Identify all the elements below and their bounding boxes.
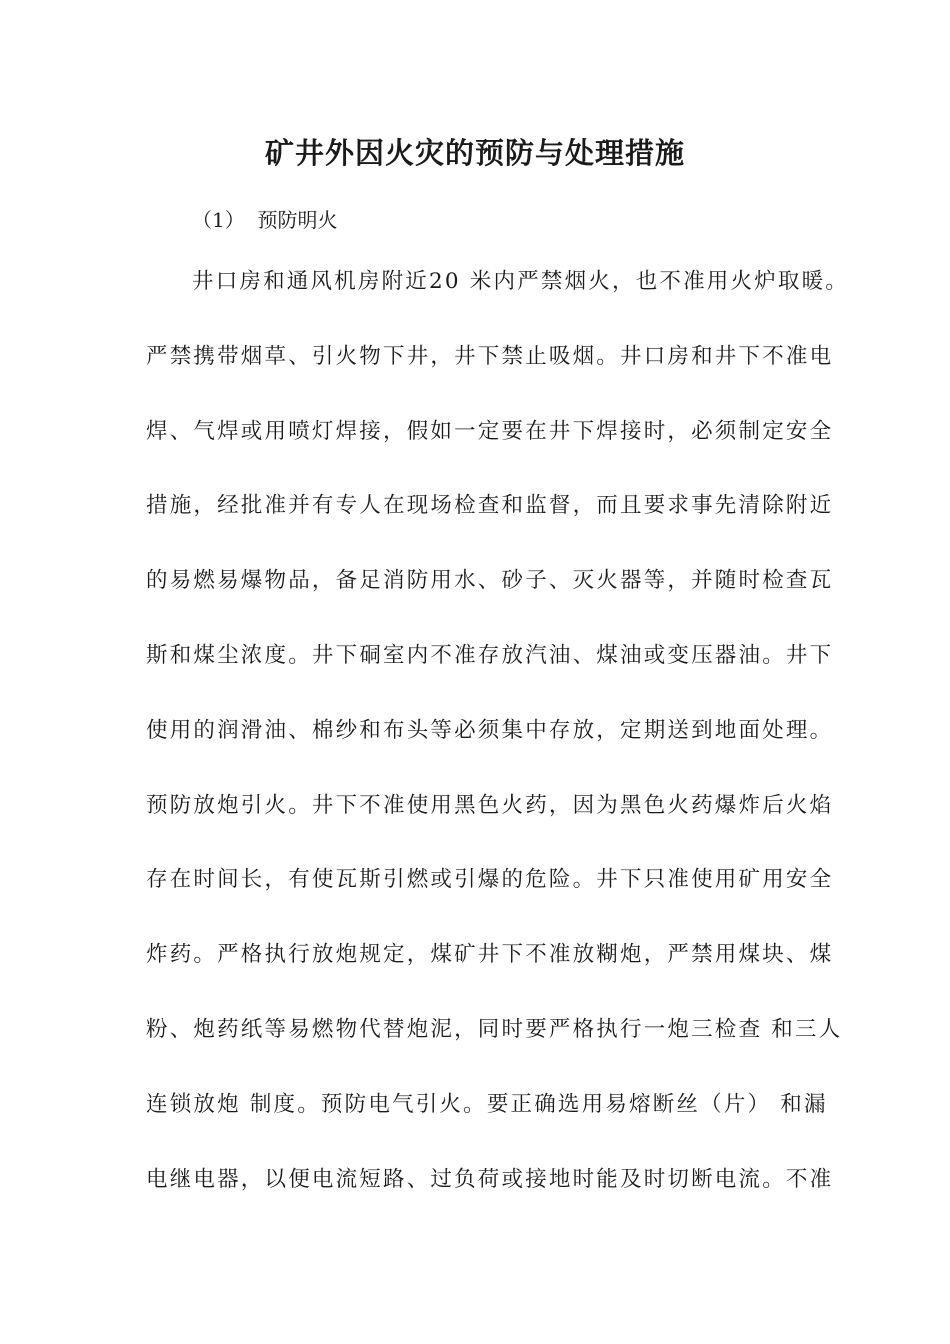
paragraph-line: 电继电器，以便电流短路、过负荷或接地时能及时切断电流。不准 (146, 1166, 834, 1192)
paragraph-line: 的易燃易爆物品，备足消防用水、砂子、灭火器等，并随时检查瓦 (146, 568, 834, 594)
paragraph-line: 预防放炮引火。井下不准使用黑色火药，因为黑色火药爆炸后火焰 (146, 792, 834, 818)
paragraph-line: 存在时间长，有使瓦斯引燃或引爆的危险。井下只准使用矿用安全 (146, 867, 834, 893)
paragraph-line: 严禁携带烟草、引火物下井，井下禁止吸烟。井口房和井下不准电 (146, 343, 834, 369)
paragraph-line: 焊、气焊或用喷灯焊接，假如一定要在井下焊接时，必须制定安全 (146, 418, 834, 444)
section-heading: （1） 预防明火 (192, 208, 338, 232)
paragraph-line: 连锁放炮 制度。预防电气引火。要正确选用易熔断丝（片） 和漏 (146, 1091, 828, 1117)
paragraph-line: 斯和煤尘浓度。井下硐室内不准存放汽油、煤油或变压器油。井下 (146, 642, 834, 668)
paragraph-line: 炸药。严格执行放炮规定，煤矿井下不准放糊炮，严禁用煤块、煤 (146, 942, 834, 968)
body-paragraph (0, 262, 950, 1234)
document-title: 矿井外因火灾的预防与处理措施 (264, 136, 685, 170)
paragraph-line: 井口房和通风机房附近20 米内严禁烟火，也不准用火炉取暖。 (192, 269, 849, 294)
paragraph-line: 粉、炮药纸等易燃物代替炮泥，同时要严格执行一炮三检查 和三人 (146, 1016, 843, 1042)
paragraph-line: 措施，经批准并有专人在现场检查和监督，而且要求事先清除附近 (146, 493, 834, 519)
paragraph-line: 使用的润滑油、棉纱和布头等必须集中存放，定期送到地面处理。 (146, 717, 834, 743)
